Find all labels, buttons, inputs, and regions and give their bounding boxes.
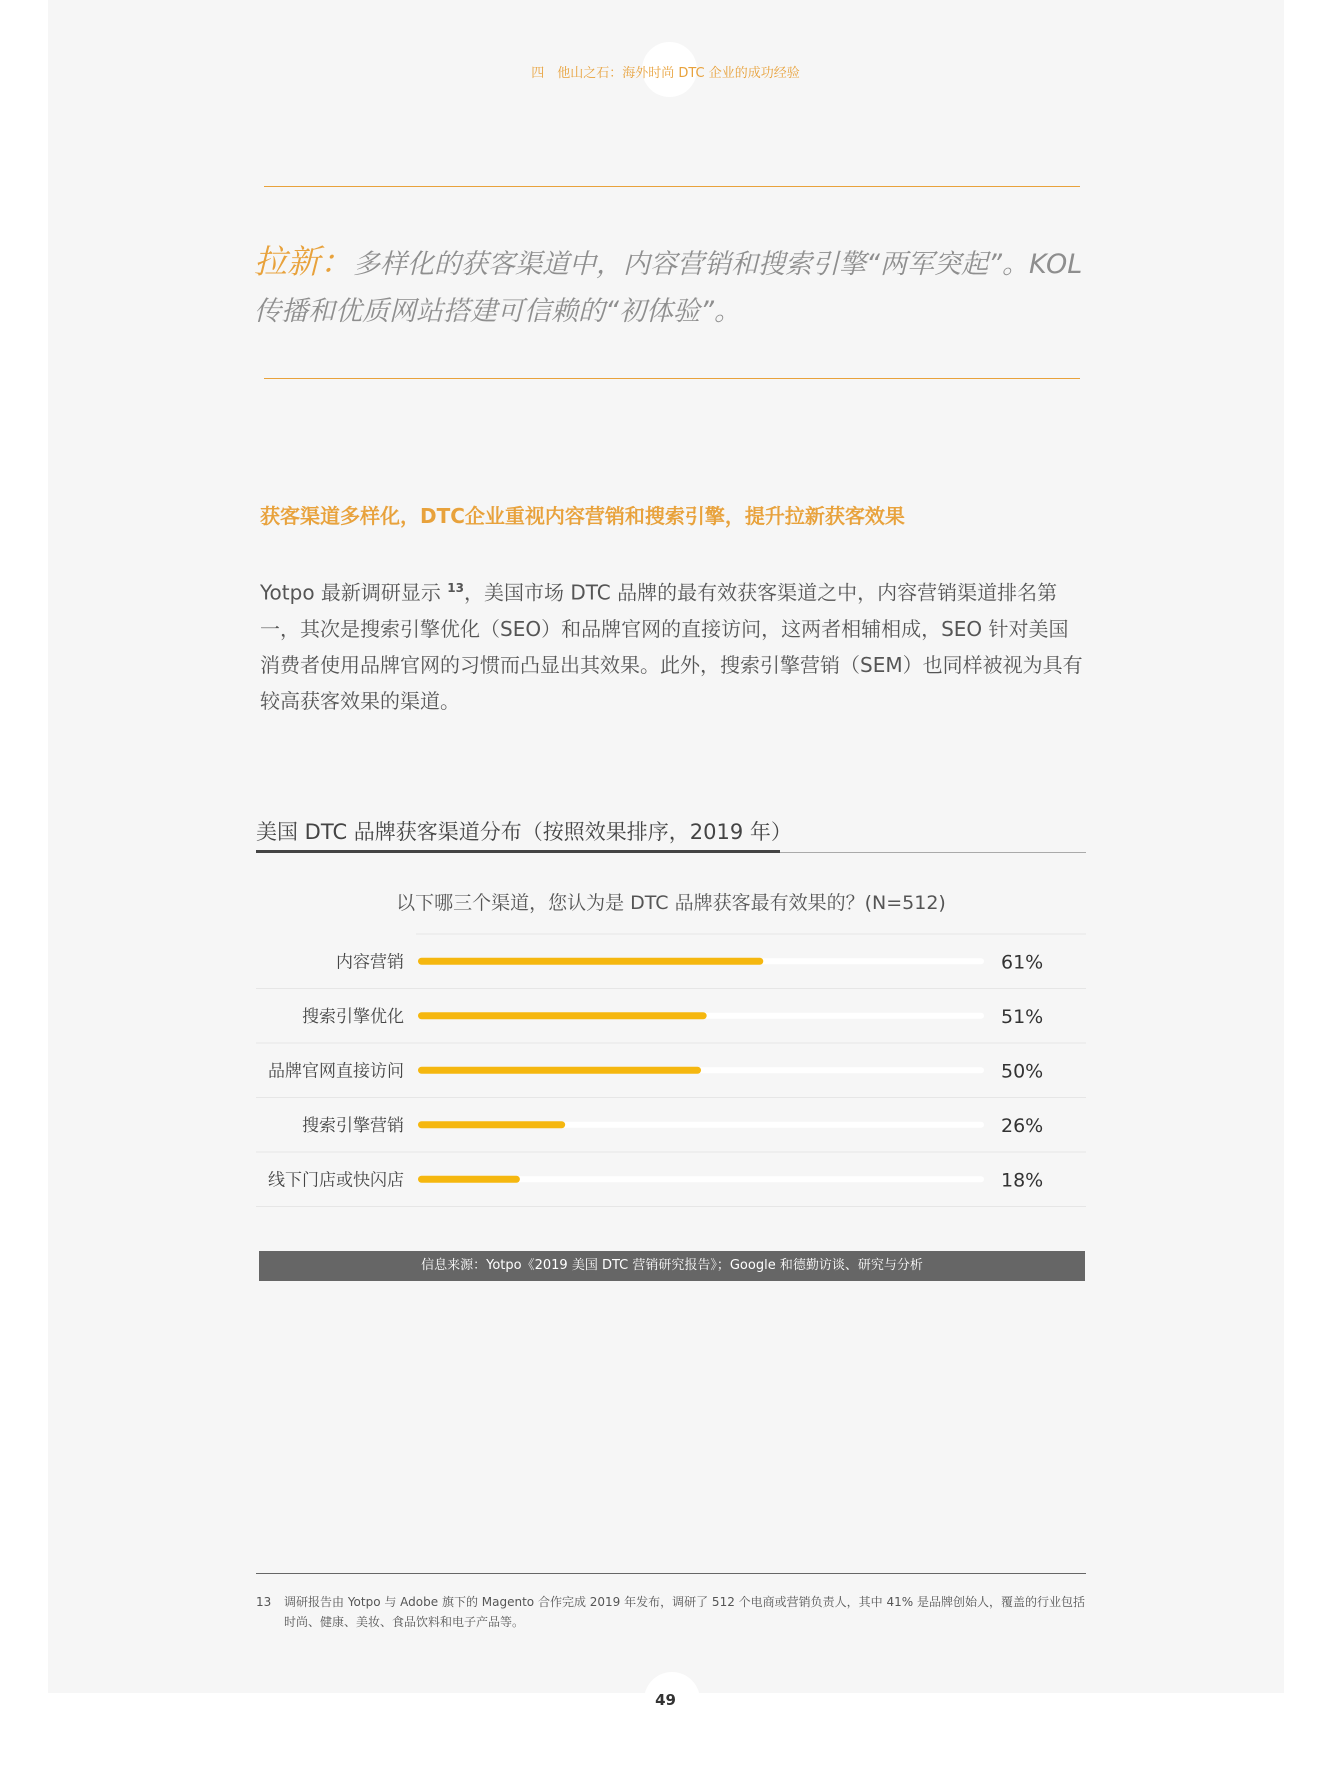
category-label: 线下门店或快闪店 xyxy=(268,1170,404,1191)
page-number: 49 xyxy=(655,1691,676,1709)
bar xyxy=(418,1176,520,1183)
pull-quote-lead: 拉新： xyxy=(254,242,353,281)
category-label: 搜索引擎营销 xyxy=(302,1115,404,1136)
category-label: 内容营销 xyxy=(336,952,404,973)
bar xyxy=(418,1067,701,1074)
category-label: 搜索引擎优化 xyxy=(302,1006,404,1027)
footnote xyxy=(256,1592,1086,1632)
bar-value-label: 26% xyxy=(1001,1114,1044,1137)
bar xyxy=(418,1121,565,1128)
category-label: 品牌官网直接访问 xyxy=(268,1061,404,1082)
chart-subtitle: 以下哪三个渠道，您认为是 DTC 品牌获客最有效果的？(N=512) xyxy=(396,892,946,914)
bar-value-label: 51% xyxy=(1001,1005,1044,1028)
source-note: 信息来源：Yotpo《2019 美国 DTC 营销研究报告》；Google 和德勤访谈、研究与分析 xyxy=(259,1251,1085,1281)
chart-title: 美国 DTC 品牌获客渠道分布（按照效果排序，2019 年） xyxy=(256,820,792,844)
bar xyxy=(418,958,763,965)
bar xyxy=(418,1012,707,1019)
body-paragraph-rest: ，美国市场 DTC 品牌的最有效获客渠道之中，内容营销渠道排名第一，其次是搜索引擎优化（SEO）和品牌官网的直接访问，这两者相辅相成，SEO 针对美国消费者使用品牌官网的习惯而凸显出其效果。此外，搜索引擎营销（SEM）也同样被视为具有较高获客效果的渠道。 xyxy=(260,580,1083,713)
footnote-rule xyxy=(256,1573,1086,1574)
bar-value-label: 50% xyxy=(1001,1060,1044,1083)
footnote-text: 调研报告由 Yotpo 与 Adobe 旗下的 Magento 合作完成 2019 年发布，调研了 512 个电商或营销负责人，其中 41% 是品牌创始人，覆盖的行业包括时尚、健康、美妆、食品饮料和电子产品等。 xyxy=(284,1595,1085,1629)
bar-value-label: 18% xyxy=(1001,1169,1044,1192)
body-paragraph-start: Yotpo 最新调研显示 xyxy=(260,580,448,605)
pull-quote-text: 多样化的获客渠道中，内容营销和搜索引擎“两军突起”。KOL 传播和优质网站搭建可信赖的“初体验”。 xyxy=(254,249,1083,327)
bar-value-label: 61% xyxy=(1001,951,1044,974)
running-header: 四 他山之石：海外时尚 DTC 企业的成功经验 xyxy=(531,66,800,81)
footnote-ref[interactable]: 13 xyxy=(447,581,464,595)
section-title: 获客渠道多样化，DTC企业重视内容营销和搜索引擎，提升拉新获客效果 xyxy=(260,504,905,528)
footnote-number: 13 xyxy=(256,1595,272,1609)
